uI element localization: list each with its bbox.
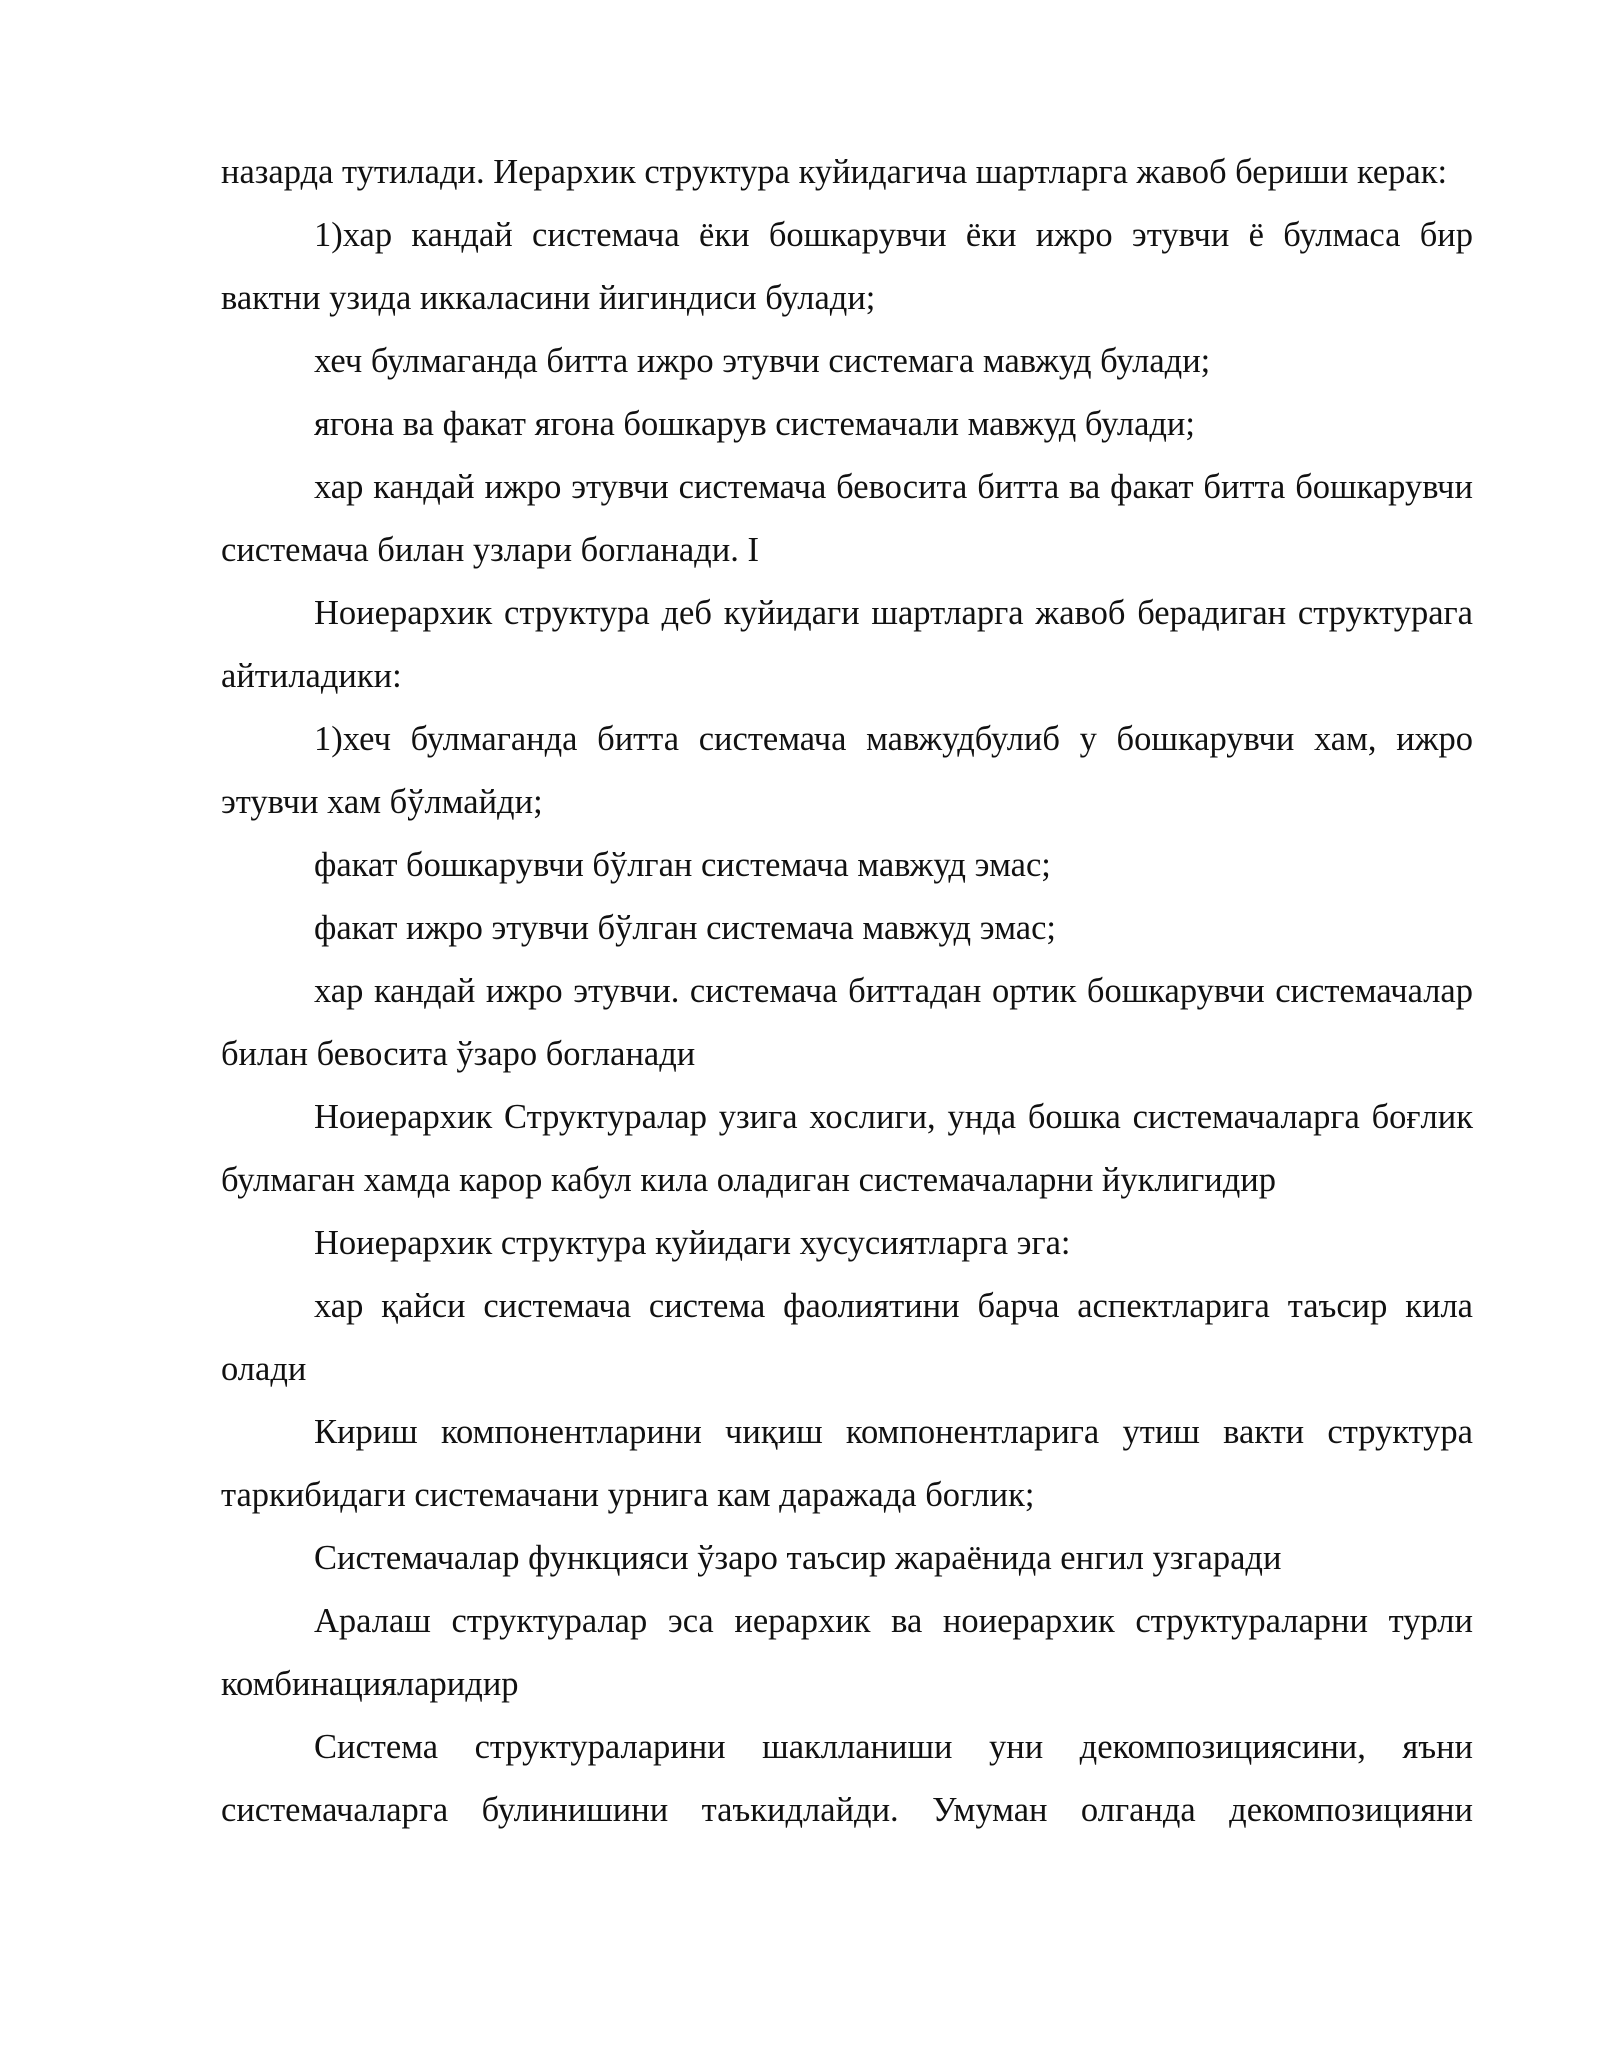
paragraph: хар қайси системача система фаолиятини барча аспектларига таъсир кила олади	[221, 1287, 1473, 1388]
paragraph: Система структураларини шаклланиши уни декомпозициясини, яъни системачаларга булинишини таъкидлайди. Умуман олганда декомпозицияни	[221, 1728, 1473, 1829]
paragraph: Ноиерархик структура куйидаги хусусиятларга эга:	[314, 1224, 1071, 1262]
paragraph: факат ижро этувчи бўлган системача мавжуд эмас;	[314, 909, 1057, 947]
paragraph: хар кандай ижро этувчи системача бевосита битта ва факат битта бошкарувчи системача билан узлари богланади. I	[221, 468, 1473, 569]
paragraph: Аралаш структуралар эса иерархик ва ноиерархик структураларни турли комбинацияларидир	[221, 1602, 1473, 1703]
body-text	[221, 141, 1473, 1842]
paragraph: факат бошкарувчи бўлган системача мавжуд эмас;	[314, 846, 1051, 884]
paragraph: Кириш компонентларини чиқиш компонентларига утиш вакти структура таркибидаги системачани урнига кам даражада боглик;	[221, 1413, 1473, 1514]
paragraph: ягона ва факат ягона бошкарув системачали мавжуд булади;	[314, 405, 1195, 443]
paragraph: Системачалар функцияси ўзаро таъсир жараёнида енгил узгаради	[314, 1539, 1282, 1577]
paragraph: хар кандай ижро этувчи. системача биттадан ортик бошкарувчи системачалар билан бевосита ўзаро богланади	[221, 972, 1473, 1073]
paragraph: назарда тутилади. Иерархик структура куйидагича шартларга жавоб бериши керак:	[221, 153, 1448, 191]
paragraph: 1)хар кандай системача ёки бошкарувчи ёки ижро этувчи ё булмаса бир вактни узида иккаласини йигиндиси булади;	[221, 216, 1473, 317]
paragraph: Ноиерархик структура деб куйидаги шартларга жавоб берадиган структурага айтиладики:	[221, 594, 1473, 695]
paragraph: Ноиерархик Структуралар узига хослиги, унда бошка системачаларга боғлик булмаган хамда карор кабул кила оладиган системачаларни йуклигидир	[221, 1098, 1473, 1199]
paragraph: 1)хеч булмаганда битта системача мавжудбулиб у бошкарувчи хам, ижро этувчи хам бўлмайди;	[221, 720, 1473, 821]
paragraph: хеч булмаганда битта ижро этувчи системага мавжуд булади;	[314, 342, 1211, 380]
